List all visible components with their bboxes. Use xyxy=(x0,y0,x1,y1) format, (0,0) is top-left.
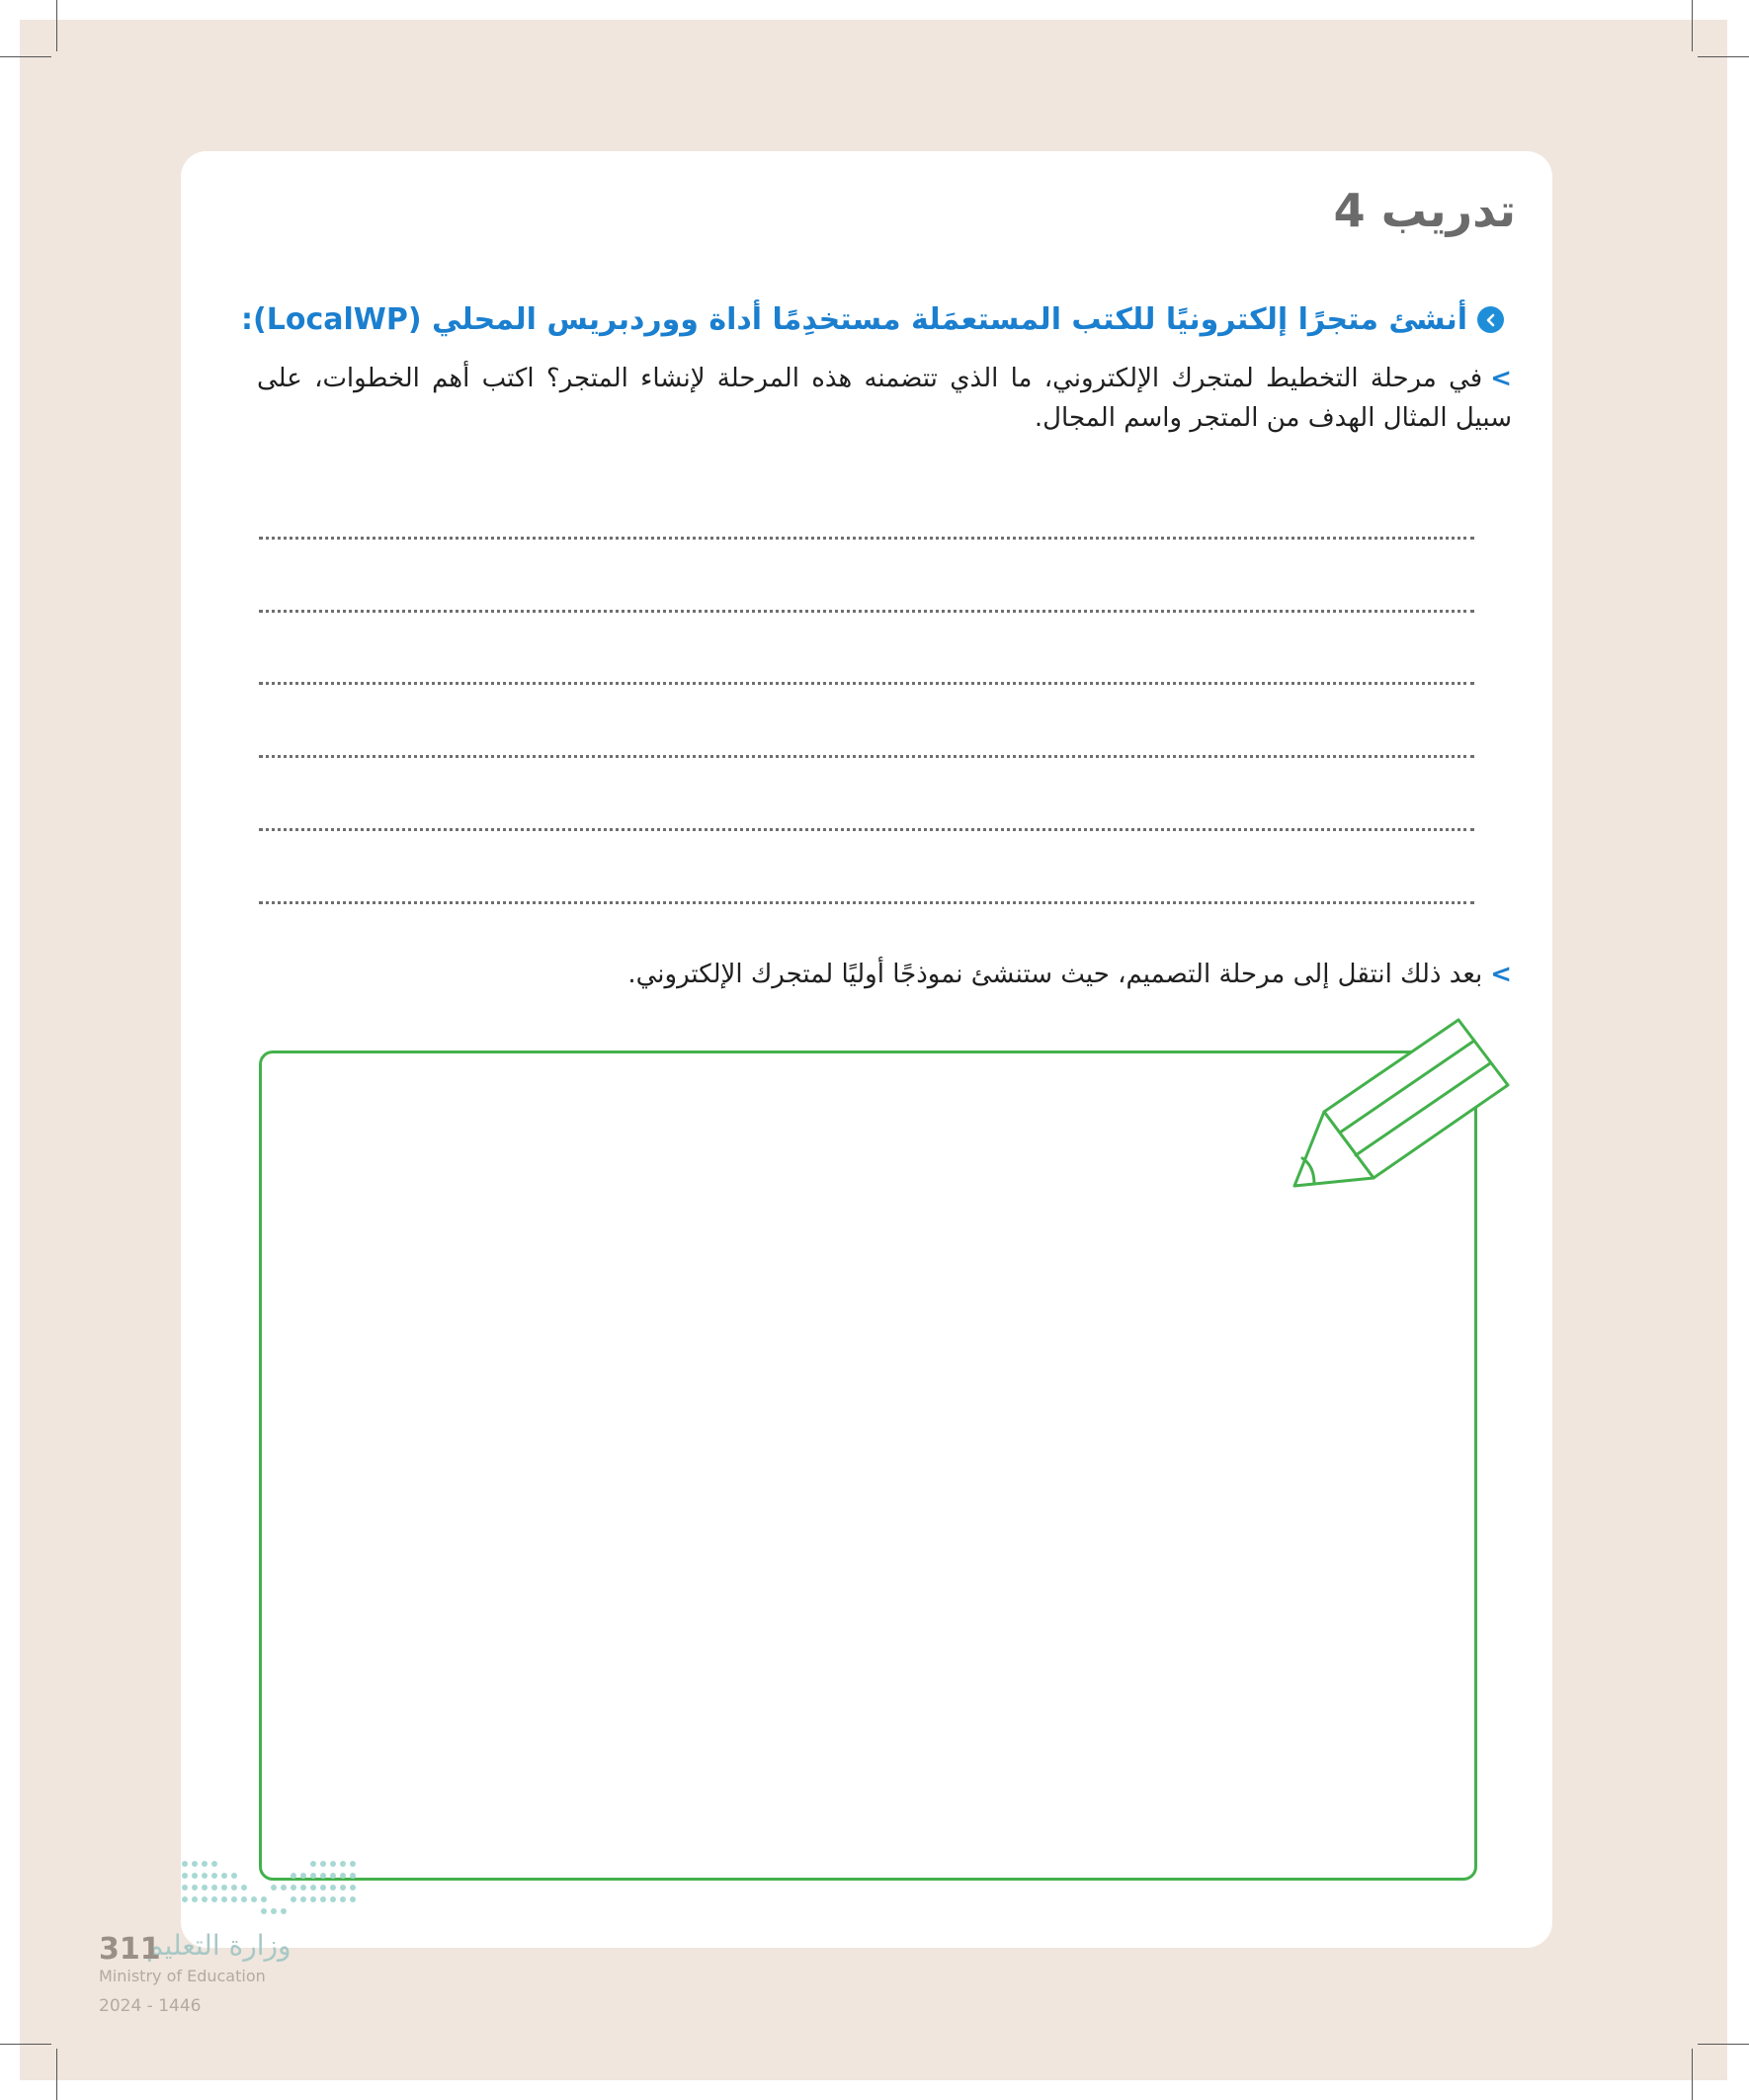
answer-line[interactable] xyxy=(259,682,1474,685)
crop-mark xyxy=(1692,0,1693,51)
bullet-chevron: > xyxy=(1490,364,1512,393)
design-prompt xyxy=(627,955,1512,994)
bullet-chevron: > xyxy=(1490,960,1512,989)
crop-mark xyxy=(56,0,57,51)
planning-prompt-text: في مرحلة التخطيط لمتجرك الإلكتروني، ما الذي تتضمنه هذه المرحلة لإنشاء المتجر؟ اكتب أهم الخطوات، على سبيل المثال الهدف من المتجر واسم المجال. xyxy=(257,364,1512,433)
answer-line[interactable] xyxy=(259,755,1474,758)
crop-mark xyxy=(0,2044,51,2045)
crop-mark xyxy=(1698,2044,1749,2045)
answer-line[interactable] xyxy=(259,901,1474,904)
task-heading xyxy=(241,302,1504,337)
task-heading-text: أنشئ متجرًا إلكترونيًا للكتب المستعمَلة مستخدِمًا أداة ووردبريس المحلي (LocalWP): xyxy=(241,302,1467,337)
page-number: 311 xyxy=(99,1932,161,1967)
chevron-circle-icon xyxy=(1477,306,1504,333)
ministry-name-arabic: وزارة التعليم xyxy=(146,1929,292,1962)
design-prompt-text: بعد ذلك انتقل إلى مرحلة التصميم، حيث ستنشئ نموذجًا أوليًا لمتجرك الإلكتروني. xyxy=(627,960,1483,989)
answer-line[interactable] xyxy=(259,537,1474,540)
answer-line[interactable] xyxy=(259,828,1474,831)
pencil-icon xyxy=(1285,1008,1522,1206)
planning-prompt xyxy=(257,359,1512,438)
exercise-title: تدريب 4 xyxy=(1333,184,1516,237)
crop-mark xyxy=(0,56,51,57)
ministry-name-english: Ministry of Education xyxy=(99,1967,266,1985)
crop-mark xyxy=(56,2049,57,2100)
crop-mark xyxy=(1698,56,1749,57)
edition-year: 2024 - 1446 xyxy=(99,1996,202,2016)
crop-mark xyxy=(1692,2049,1693,2100)
answer-line[interactable] xyxy=(259,610,1474,613)
ministry-dots-logo xyxy=(181,1858,359,1917)
